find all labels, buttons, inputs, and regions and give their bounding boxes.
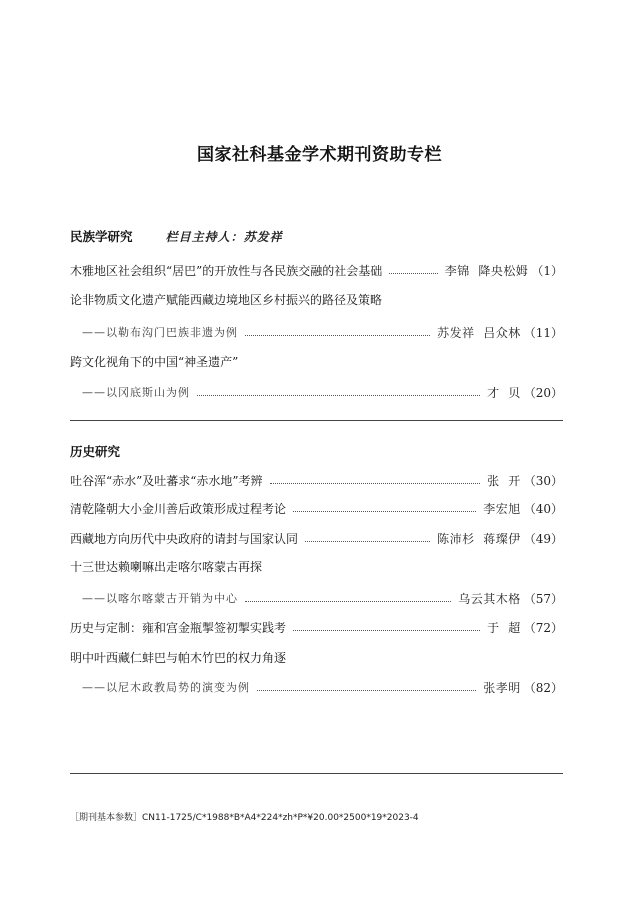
section-divider <box>70 420 563 421</box>
entry-title: 西藏地方向历代中央政府的请封与国家认同 <box>70 532 299 546</box>
entry-authors: 苏发祥 吕众林 <box>437 326 521 340</box>
toc-entry <box>70 354 563 370</box>
toc-entry <box>70 263 563 279</box>
entry-page: （1） <box>531 264 563 278</box>
entry-page: （49） <box>523 532 563 546</box>
toc-entry <box>70 559 563 575</box>
section-heading-ethnology <box>70 228 283 244</box>
entry-authors: 乌云其木格 <box>458 592 521 606</box>
entry-page: （40） <box>523 502 563 516</box>
toc-entry-subtitle-line <box>82 680 563 696</box>
entry-authors: 张孝明 <box>483 681 521 695</box>
dot-leader <box>270 483 481 484</box>
entry-page: （57） <box>523 592 563 606</box>
entry-subtitle: ——以勒布沟门巴族非遗为例 <box>82 326 238 339</box>
toc-entry <box>70 531 563 547</box>
toc-entry <box>70 620 563 636</box>
toc-entry-subtitle-line <box>82 325 563 341</box>
entry-authors: 李锦 降央松姆 <box>444 264 529 278</box>
dot-leader <box>245 335 430 336</box>
dot-leader <box>293 511 476 512</box>
section-heading-history <box>70 443 120 459</box>
toc-entry <box>70 473 563 489</box>
page-title: 国家社科基金学术期刊资助专栏 <box>197 145 442 165</box>
entry-title: 十三世达赖喇嘛出走喀尔喀蒙古再探 <box>70 560 263 574</box>
toc-entry-subtitle-line <box>82 591 563 607</box>
entry-authors: 才 贝 <box>487 386 521 400</box>
entry-title: 明中叶西藏仁蚌巴与帕木竹巴的权力角逐 <box>70 651 287 665</box>
entry-page: （11） <box>523 326 563 340</box>
entry-title: 木雅地区社会组织“居巴”的开放性与各民族交融的社会基础 <box>70 264 383 278</box>
entry-subtitle: ——以喀尔喀蒙古开销为中心 <box>82 592 238 605</box>
section-host: 栏目主持人：苏发祥 <box>165 230 283 244</box>
section-title: 历史研究 <box>70 444 121 459</box>
entry-page: （82） <box>523 681 563 695</box>
entry-subtitle: ——以冈底斯山为例 <box>82 386 190 399</box>
entry-authors: 陈沛杉 蒋璨伊 <box>437 532 521 546</box>
dot-leader <box>293 630 480 631</box>
entry-page: （30） <box>523 474 563 488</box>
entry-authors: 于 超 <box>487 621 521 635</box>
section-title: 民族学研究 <box>70 229 133 244</box>
dot-leader <box>305 541 430 542</box>
dot-leader <box>257 690 476 691</box>
entry-authors: 张 开 <box>487 474 521 488</box>
entry-page: （72） <box>523 621 563 635</box>
dot-leader <box>245 601 451 602</box>
entry-authors: 李宏旭 <box>483 502 521 516</box>
entry-title: 吐谷浑“赤水”及吐蕃求“赤水地”考辨 <box>70 474 263 488</box>
section-divider <box>70 773 563 774</box>
entry-title: 清乾隆朝大小金川善后政策形成过程考论 <box>70 502 287 516</box>
entry-subtitle: ——以尼木政教局势的演变为例 <box>82 681 250 694</box>
entry-title: 跨文化视角下的中国“神圣遗产” <box>70 355 239 369</box>
toc-entry <box>70 650 563 666</box>
toc-entry <box>70 292 563 308</box>
dot-leader <box>389 273 437 274</box>
dot-leader <box>197 395 480 396</box>
journal-parameters-footer: ［期刊基本参数］CN11-1725/C*1988*B*A4*224*zh*P*¥20.00*2500*19*2023-4 <box>70 813 419 823</box>
toc-entry-subtitle-line <box>82 385 563 401</box>
toc-entry <box>70 501 563 517</box>
entry-title: 论非物质文化遗产赋能西藏边境地区乡村振兴的路径及策略 <box>70 293 383 307</box>
entry-page: （20） <box>523 386 563 400</box>
entry-title: 历史与定制：雍和宫金瓶掣签初掣实践考 <box>70 621 287 635</box>
